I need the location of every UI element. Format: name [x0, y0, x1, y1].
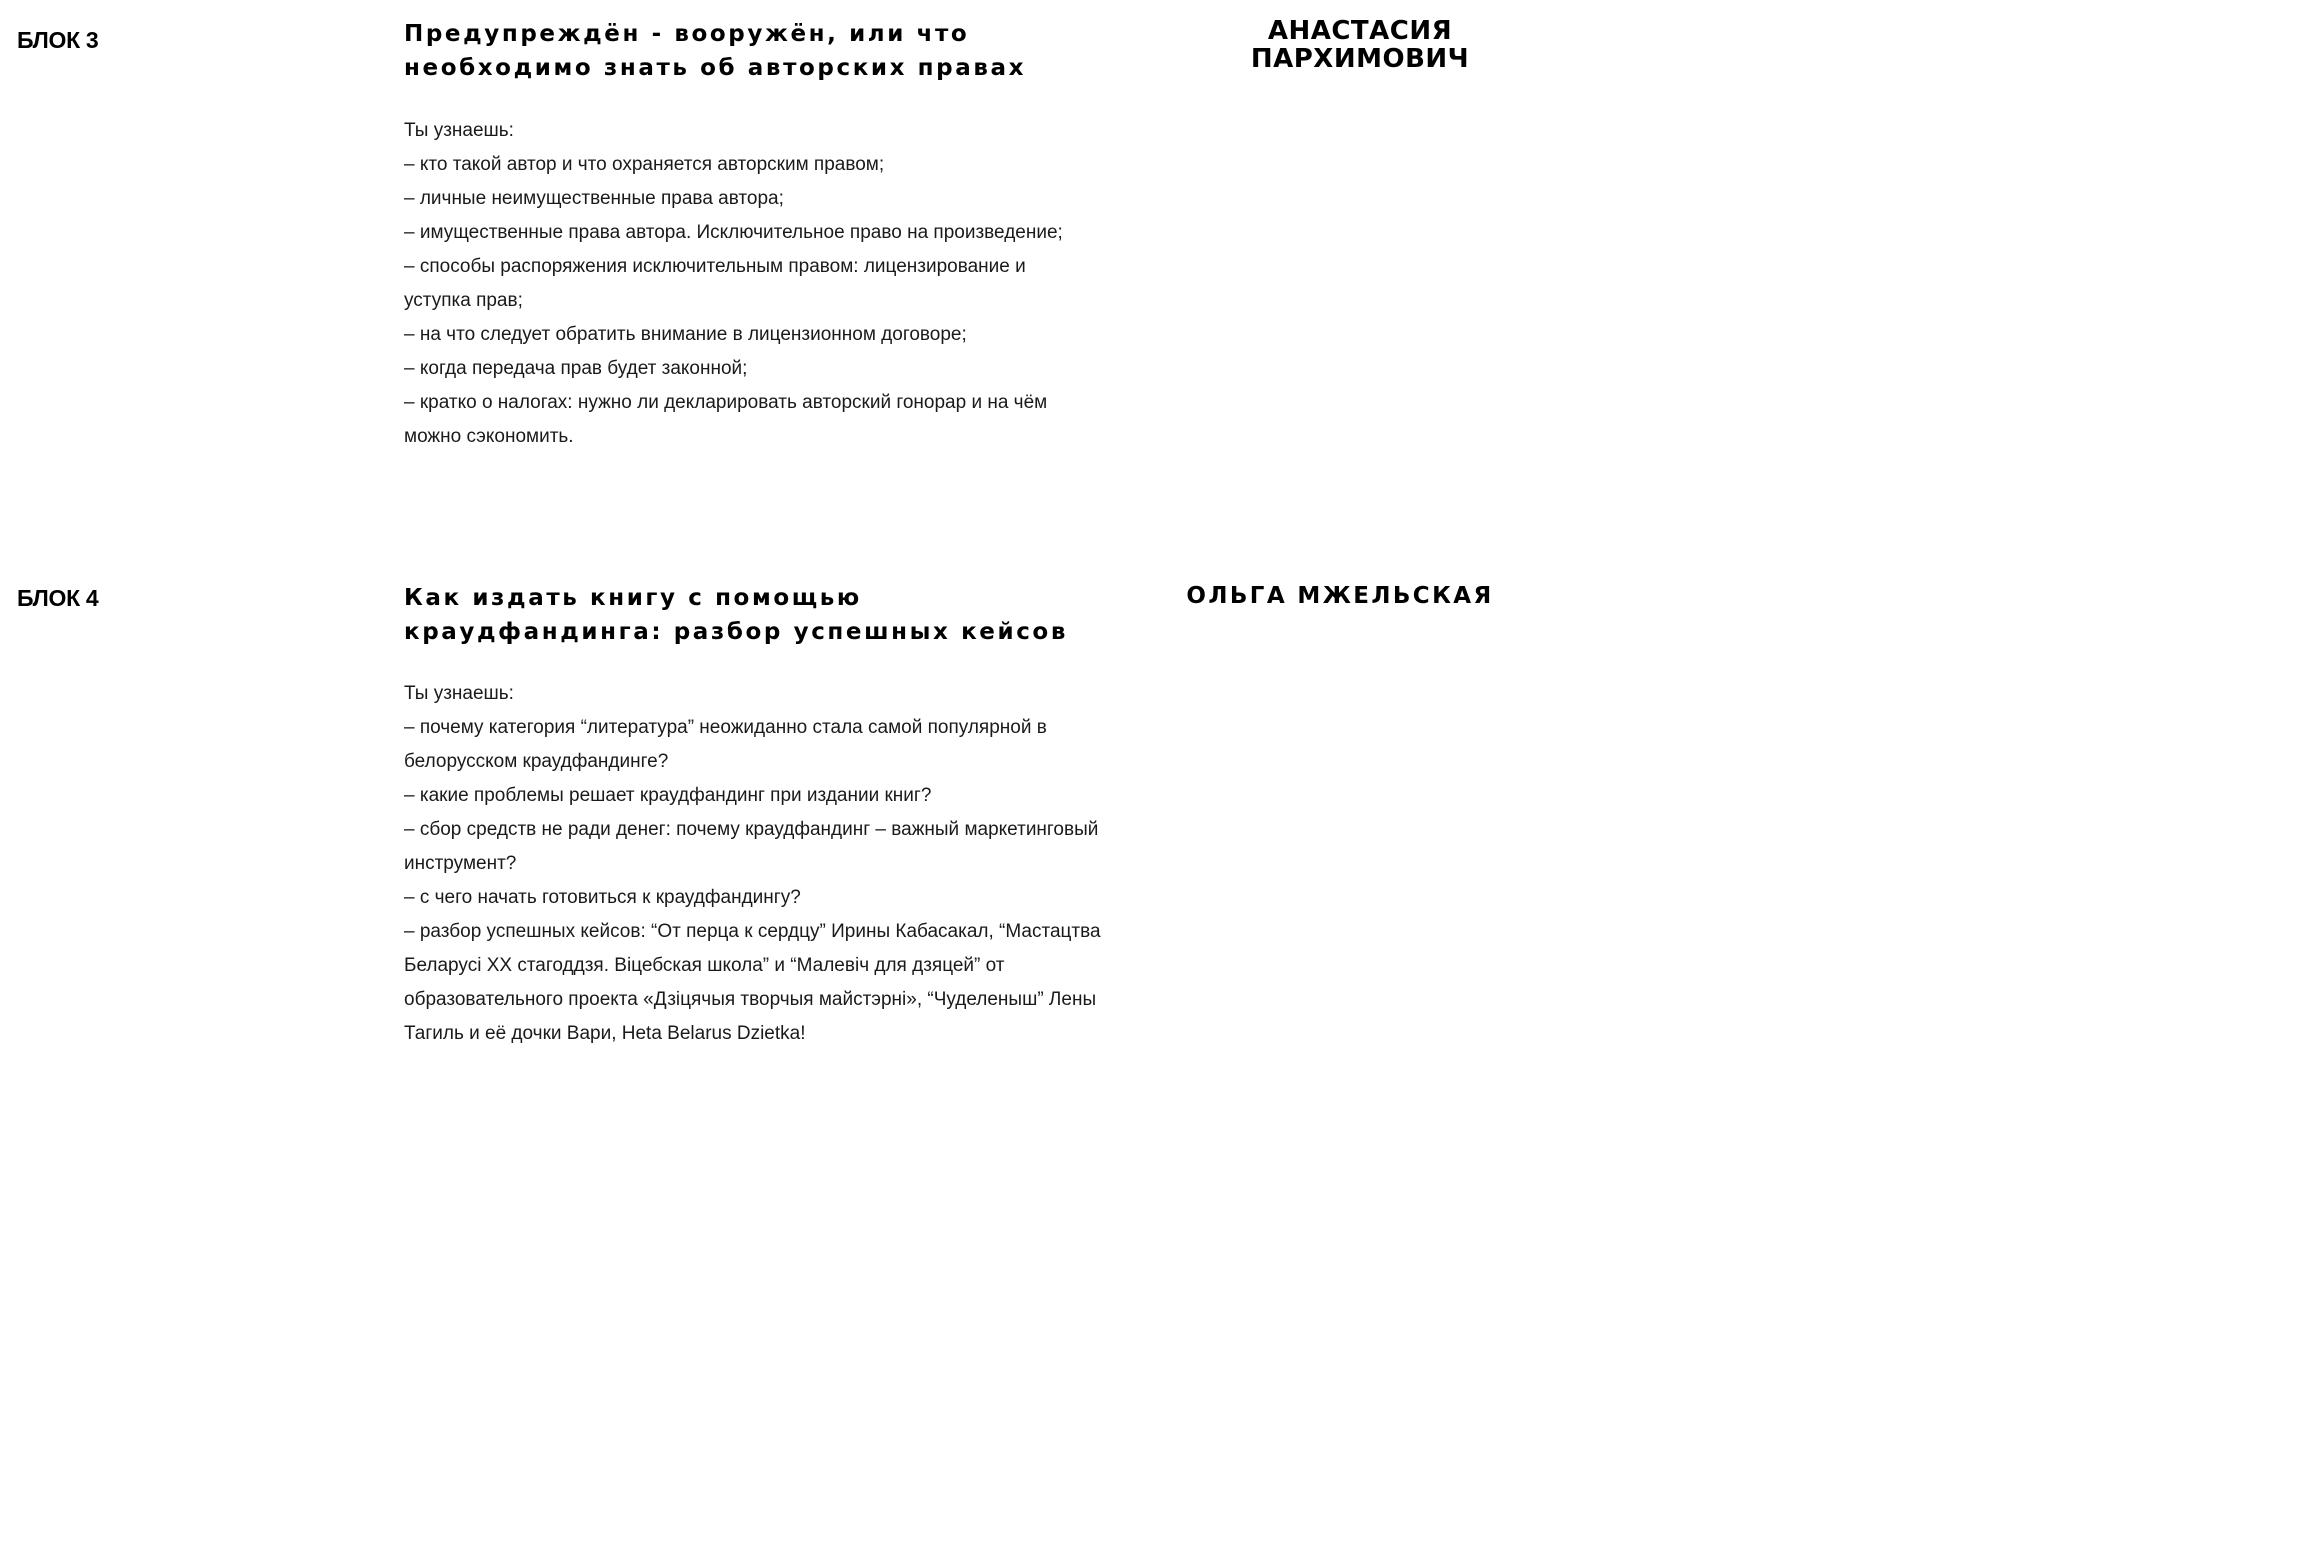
block-title-line: необходимо знать об авторских правах	[404, 55, 1027, 81]
description-line: – кто такой автор и что охраняется авторским правом;	[404, 154, 885, 175]
description-line: – кратко о налогах: нужно ли декларировать авторский гонорар и на чём	[404, 392, 1048, 413]
description-line: Беларусі XX стагоддзя. Віцебская школа” и “Малевіч для дзяцей” от	[404, 955, 1005, 976]
description-intro: Ты узнаешь:	[404, 683, 514, 704]
speaker-name	[1180, 17, 1540, 73]
speaker-name-line: ПАРХИМОВИЧ	[1250, 44, 1470, 74]
description-line: – какие проблемы решает краудфандинг при издании книг?	[404, 785, 932, 806]
block-title-line: краудфандинга: разбор успешных кейсов	[404, 619, 1068, 645]
description-line: инструмент?	[404, 853, 517, 874]
description-line: – имущественные права автора. Исключительное право на произведение;	[404, 222, 1063, 243]
description-intro: Ты узнаешь:	[404, 120, 514, 141]
description-line: – способы распоряжения исключительным правом: лицензирование и	[404, 256, 1026, 277]
description-line: можно сэкономить.	[404, 426, 574, 447]
block-title-line: Как издать книгу с помощью	[404, 585, 862, 611]
description-line: – на что следует обратить внимание в лицензионном договоре;	[404, 324, 967, 345]
description-line: Тагиль и её дочки Вари, Heta Belarus Dzietka!	[404, 1023, 806, 1044]
block-title	[404, 581, 1164, 649]
description-line: – с чего начать готовиться к краудфандингу?	[404, 887, 801, 908]
speaker-name-line: ОЛЬГА МЖЕЛЬСКАЯ	[1186, 583, 1494, 609]
block-description	[404, 114, 1164, 454]
description-line: – когда передача прав будет законной;	[404, 358, 748, 379]
description-line: – почему категория “литература” неожиданно стала самой популярной в	[404, 717, 1047, 738]
block-label: БЛОК 4	[17, 585, 99, 611]
block-label: БЛОК 3	[17, 27, 99, 53]
description-line: – сбор средств не ради денег: почему краудфандинг – важный маркетинговый	[404, 819, 1099, 840]
description-line: – разбор успешных кейсов: “От перца к сердцу” Ирины Кабасакал, “Мастацтва	[404, 921, 1101, 942]
speaker-name-line: АНАСТАСИЯ	[1267, 16, 1453, 46]
description-line: уступка прав;	[404, 290, 523, 311]
block-title-line: Предупреждён - вооружён, или что	[404, 21, 970, 47]
block-description	[404, 677, 1164, 1051]
description-line: – личные неимущественные права автора;	[404, 188, 784, 209]
description-line: белорусском краудфандинге?	[404, 751, 669, 772]
description-line: образовательного проекта «Дзіцячыя творчыя майстэрні», “Чуделеныш” Лены	[404, 989, 1097, 1010]
speaker-name	[1175, 582, 1505, 610]
block-title	[404, 17, 1164, 85]
